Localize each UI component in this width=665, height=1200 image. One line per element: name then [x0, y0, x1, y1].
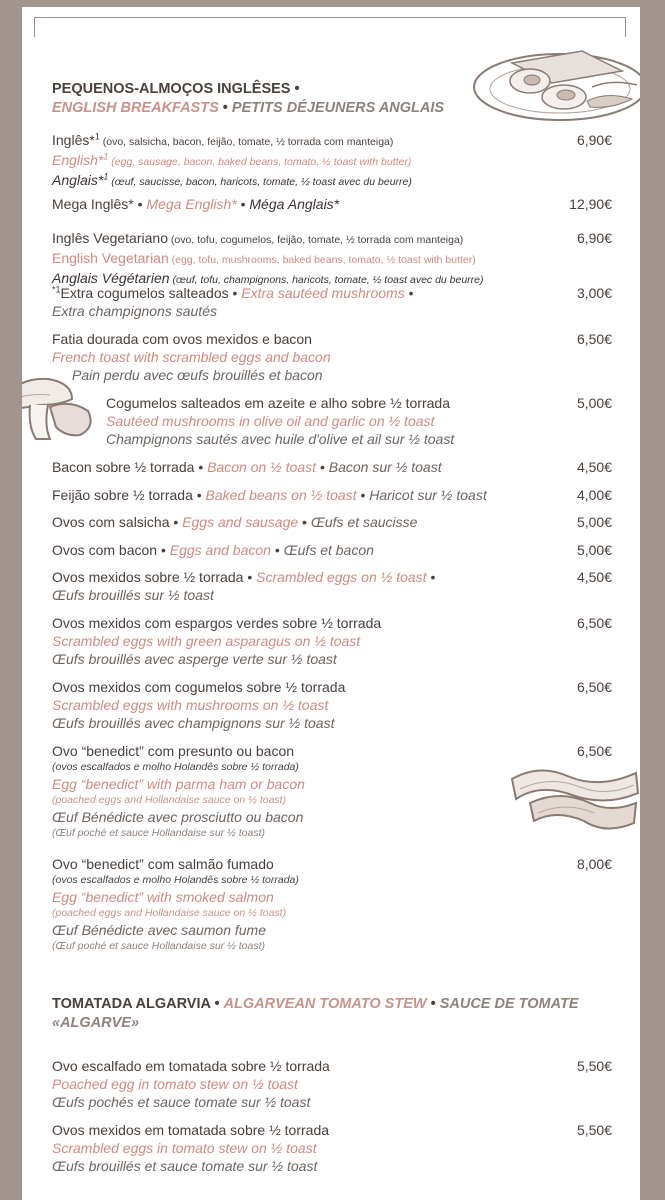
- menu-item-ovos-salsicha: Ovos com salsicha • Eggs and sausage • Œufs et saucisse 5,00€: [52, 514, 612, 530]
- menu-item-ovos-bacon: Ovos com bacon • Eggs and bacon • Œufs et bacon 5,00€: [52, 542, 612, 558]
- price: 6,90€: [576, 230, 612, 246]
- price: 6,50€: [576, 615, 612, 631]
- menu-item-mexidos-cogumelos: Ovos mexidos com cogumelos sobre ½ torrada Scrambled eggs with mushrooms on ½ toast Œufs brouillés avec champignons sur ½ toast 6,50€: [52, 679, 612, 731]
- breakfast-section-title: PEQUENOS-ALMOÇOS INGLÊSES • ENGLISH BREAKFASTS • PETITS DÉJEUNERS ANGLAIS: [52, 81, 445, 116]
- price: 6,50€: [576, 331, 612, 347]
- price: 8,00€: [576, 856, 612, 872]
- price: 4,50€: [576, 569, 612, 585]
- price: 3,00€: [576, 285, 612, 301]
- price: 5,00€: [576, 542, 612, 558]
- frame-line: [34, 17, 35, 37]
- breakfast-plate-illustration: [472, 43, 640, 123]
- price: 6,50€: [576, 679, 612, 695]
- menu-item-bacon-torrada: Bacon sobre ½ torrada • Bacon on ½ toast • Bacon sur ½ toast 4,50€: [52, 459, 612, 475]
- menu-item-vegetariano: Inglês Vegetariano (ovo, tofu, cogumelos, feijão, tomate, ½ torrada com manteiga) English Vegetarian (egg, tofu, mushrooms, baked beans, tomato, ½ toast with butter) Anglais Végétarien (œuf, tofu, champignons, haricots, tomate, ½ toast avec du beurre) 6,90€: [52, 230, 612, 286]
- menu-item-ovos-mexidos: Ovos mexidos sobre ½ torrada • Scrambled eggs on ½ toast • Œufs brouillés sur ½ toast 4,50€: [52, 569, 612, 603]
- menu-item-escalfado-tomatada: Ovo escalfado em tomatada sobre ½ torrada Poached egg in tomato stew on ½ toast Œufs pochés et sauce tomate sur ½ toast 5,50€: [52, 1058, 612, 1110]
- price: 5,50€: [576, 1122, 612, 1138]
- price: 6,50€: [576, 743, 612, 759]
- menu-item-espargos: Ovos mexidos com espargos verdes sobre ½ torrada Scrambled eggs with green asparagus on ½ toast Œufs brouillés avec asperge verte sur ½ toast 6,50€: [52, 615, 612, 667]
- menu-item-mexidos-tomatada: Ovos mexidos em tomatada sobre ½ torrada Scrambled eggs in tomato stew on ½ toast Œufs brouillés et sauce tomate sur ½ toast 5,50€: [52, 1122, 612, 1174]
- price: 5,00€: [576, 514, 612, 530]
- price: 4,50€: [576, 459, 612, 475]
- menu-page: [22, 7, 640, 1200]
- price: 5,00€: [576, 395, 612, 411]
- tomatada-section-title: TOMATADA ALGARVIA • ALGARVEAN TOMATO STEW • SAUCE DE TOMATE «ALGARVE»: [52, 996, 579, 1031]
- menu-item-extra-cogumelos: $^{*1}$Extra cogumelos salteados • Extra sautéed mushrooms • Extra champignons sautés 3,00€: [52, 284, 612, 319]
- frame-line: [625, 17, 626, 37]
- menu-item-benedict-presunto: Ovo “benedict” com presunto ou bacon (ovos escalfados e molho Holandês sobre ½ torrada) Egg “benedict” with parma ham or bacon (poached eggs and Hollandaise sauce on ½ toast) Œuf Bénédicte avec prosciutto ou bacon (Œuf poché et sauce Hollandaise sur ½ toast) 6,50€: [52, 743, 612, 839]
- frame-line: [34, 17, 626, 18]
- price: 12,90€: [569, 196, 612, 212]
- price: 4,00€: [576, 487, 612, 503]
- menu-item-mega: Mega Inglês* • Mega English* • Méga Anglais* 12,90€: [52, 196, 612, 212]
- menu-item-benedict-salmao: Ovo “benedict” com salmão fumado (ovos escalfados e molho Holandês sobre ½ torrada) Egg “benedict” with smoked salmon (poached eggs and Hollandaise sauce on ½ toast) Œuf Bénédicte avec saumon fume (Œuf poché et sauce Hollandaise sur ½ toast) 8,00€: [52, 856, 612, 952]
- menu-item-ingles: Inglês*$^1$ (ovo, salsicha, bacon, feijão, tomate, ½ torrada com manteiga) English*$^1$ (egg, sausage, bacon, baked beans, tomato, ½ toast with butter) Anglais*$^1$ (œuf, saucisse, bacon, haricots, tomate, ½ toast avec du beurre) 6,90€: [52, 131, 612, 188]
- price: 5,50€: [576, 1058, 612, 1074]
- menu-item-fatia-dourada: Fatia dourada com ovos mexidos e bacon French toast with scrambled eggs and bacon Pain perdu avec œufs brouillés et bacon 6,50€: [52, 331, 612, 383]
- menu-item-feijao: Feijão sobre ½ torrada • Baked beans on ½ toast • Haricot sur ½ toast 4,00€: [52, 487, 612, 503]
- price: 6,90€: [576, 132, 612, 148]
- menu-item-cogumelos-azeite: Cogumelos salteados em azeite e alho sobre ½ torrada Sautéed mushrooms in olive oil and garlic on ½ toast Champignons sautés avec huile d'olive et ail sur ½ toast 5,00€: [106, 395, 612, 447]
